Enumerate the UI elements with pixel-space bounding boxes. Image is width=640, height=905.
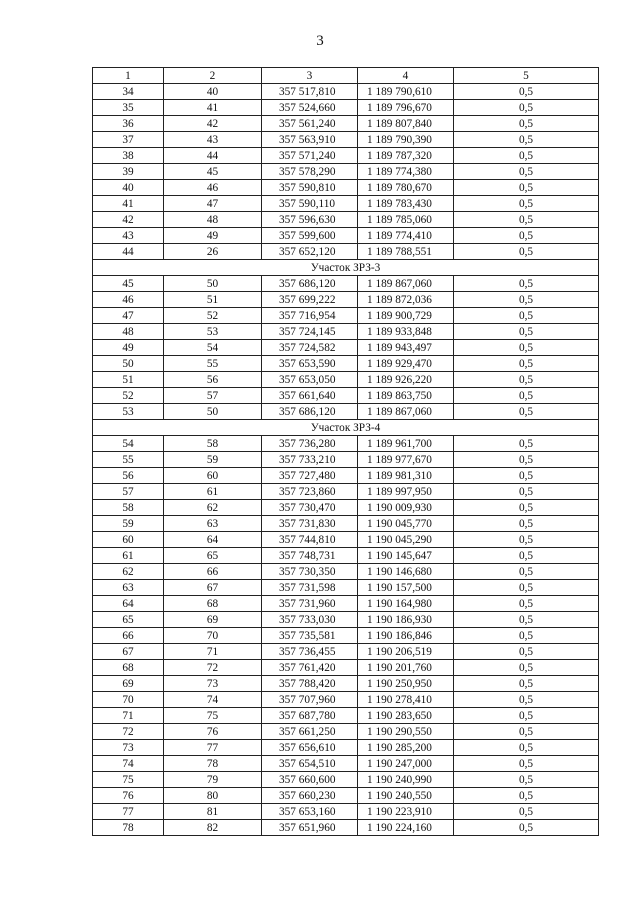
table-row — [93, 548, 599, 564]
point-index-cell: 69 — [93, 676, 164, 692]
point-index-cell: 60 — [93, 532, 164, 548]
section-title-row — [93, 420, 599, 436]
accuracy-cell: 0,5 — [454, 164, 599, 180]
table-row — [93, 532, 599, 548]
x-coordinate-cell: 357 578,290 — [262, 164, 358, 180]
header-cell: 4 — [358, 68, 454, 84]
x-coordinate-cell: 357 731,598 — [262, 580, 358, 596]
point-number-cell: 64 — [164, 532, 262, 548]
point-number-cell: 65 — [164, 548, 262, 564]
y-coordinate-cell: 1 190 247,000 — [358, 756, 454, 772]
point-index-cell: 67 — [93, 644, 164, 660]
table-row — [93, 772, 599, 788]
y-coordinate-cell: 1 189 933,848 — [358, 324, 454, 340]
point-number-cell: 55 — [164, 356, 262, 372]
point-index-cell: 73 — [93, 740, 164, 756]
point-number-cell: 72 — [164, 660, 262, 676]
y-coordinate-cell: 1 189 783,430 — [358, 196, 454, 212]
table-row — [93, 724, 599, 740]
table-row — [93, 676, 599, 692]
point-index-cell: 62 — [93, 564, 164, 580]
point-number-cell: 79 — [164, 772, 262, 788]
accuracy-cell: 0,5 — [454, 196, 599, 212]
table-row — [93, 820, 599, 836]
x-coordinate-cell: 357 723,860 — [262, 484, 358, 500]
x-coordinate-cell: 357 599,600 — [262, 228, 358, 244]
table-row — [93, 596, 599, 612]
x-coordinate-cell: 357 660,600 — [262, 772, 358, 788]
coordinates-table — [92, 67, 599, 836]
point-index-cell: 38 — [93, 148, 164, 164]
x-coordinate-cell: 357 654,510 — [262, 756, 358, 772]
accuracy-cell: 0,5 — [454, 212, 599, 228]
accuracy-cell: 0,5 — [454, 692, 599, 708]
point-number-cell: 40 — [164, 84, 262, 100]
x-coordinate-cell: 357 686,120 — [262, 276, 358, 292]
section-title: Участок ЗРЗ-3 — [93, 260, 599, 276]
page-number: 3 — [316, 33, 324, 49]
point-number-cell: 47 — [164, 196, 262, 212]
table-row — [93, 388, 599, 404]
y-coordinate-cell: 1 189 872,036 — [358, 292, 454, 308]
point-index-cell: 55 — [93, 452, 164, 468]
table-row — [93, 84, 599, 100]
point-number-cell: 62 — [164, 500, 262, 516]
x-coordinate-cell: 357 733,030 — [262, 612, 358, 628]
accuracy-cell: 0,5 — [454, 532, 599, 548]
y-coordinate-cell: 1 190 283,650 — [358, 708, 454, 724]
point-number-cell: 49 — [164, 228, 262, 244]
x-coordinate-cell: 357 561,240 — [262, 116, 358, 132]
accuracy-cell: 0,5 — [454, 804, 599, 820]
x-coordinate-cell: 357 736,280 — [262, 436, 358, 452]
point-index-cell: 41 — [93, 196, 164, 212]
point-index-cell: 75 — [93, 772, 164, 788]
accuracy-cell: 0,5 — [454, 340, 599, 356]
point-number-cell: 73 — [164, 676, 262, 692]
accuracy-cell: 0,5 — [454, 148, 599, 164]
point-index-cell: 34 — [93, 84, 164, 100]
point-number-cell: 81 — [164, 804, 262, 820]
point-number-cell: 66 — [164, 564, 262, 580]
point-index-cell: 58 — [93, 500, 164, 516]
x-coordinate-cell: 357 660,230 — [262, 788, 358, 804]
table-row — [93, 100, 599, 116]
point-number-cell: 56 — [164, 372, 262, 388]
point-number-cell: 51 — [164, 292, 262, 308]
accuracy-cell: 0,5 — [454, 644, 599, 660]
accuracy-cell: 0,5 — [454, 756, 599, 772]
y-coordinate-cell: 1 190 290,550 — [358, 724, 454, 740]
point-number-cell: 82 — [164, 820, 262, 836]
accuracy-cell: 0,5 — [454, 404, 599, 420]
point-index-cell: 39 — [93, 164, 164, 180]
header-cell: 5 — [454, 68, 599, 84]
accuracy-cell: 0,5 — [454, 452, 599, 468]
y-coordinate-cell: 1 189 785,060 — [358, 212, 454, 228]
x-coordinate-cell: 357 651,960 — [262, 820, 358, 836]
point-index-cell: 61 — [93, 548, 164, 564]
point-number-cell: 68 — [164, 596, 262, 612]
accuracy-cell: 0,5 — [454, 564, 599, 580]
accuracy-cell: 0,5 — [454, 244, 599, 260]
point-index-cell: 76 — [93, 788, 164, 804]
x-coordinate-cell: 357 735,581 — [262, 628, 358, 644]
point-index-cell: 70 — [93, 692, 164, 708]
point-number-cell: 58 — [164, 436, 262, 452]
x-coordinate-cell: 357 590,110 — [262, 196, 358, 212]
x-coordinate-cell: 357 761,420 — [262, 660, 358, 676]
y-coordinate-cell: 1 190 045,290 — [358, 532, 454, 548]
point-index-cell: 59 — [93, 516, 164, 532]
x-coordinate-cell: 357 748,731 — [262, 548, 358, 564]
point-number-cell: 74 — [164, 692, 262, 708]
y-coordinate-cell: 1 189 997,950 — [358, 484, 454, 500]
accuracy-cell: 0,5 — [454, 484, 599, 500]
point-number-cell: 52 — [164, 308, 262, 324]
point-index-cell: 53 — [93, 404, 164, 420]
accuracy-cell: 0,5 — [454, 84, 599, 100]
point-index-cell: 68 — [93, 660, 164, 676]
accuracy-cell: 0,5 — [454, 820, 599, 836]
y-coordinate-cell: 1 189 863,750 — [358, 388, 454, 404]
table-row — [93, 692, 599, 708]
accuracy-cell: 0,5 — [454, 500, 599, 516]
point-index-cell: 44 — [93, 244, 164, 260]
point-number-cell: 80 — [164, 788, 262, 804]
point-index-cell: 37 — [93, 132, 164, 148]
point-index-cell: 48 — [93, 324, 164, 340]
y-coordinate-cell: 1 190 009,930 — [358, 500, 454, 516]
point-number-cell: 44 — [164, 148, 262, 164]
table-row — [93, 644, 599, 660]
section-title-row — [93, 260, 599, 276]
table-row — [93, 708, 599, 724]
x-coordinate-cell: 357 724,145 — [262, 324, 358, 340]
table-row — [93, 132, 599, 148]
x-coordinate-cell: 357 731,960 — [262, 596, 358, 612]
accuracy-cell: 0,5 — [454, 740, 599, 756]
y-coordinate-cell: 1 189 867,060 — [358, 276, 454, 292]
point-index-cell: 78 — [93, 820, 164, 836]
table-row — [93, 564, 599, 580]
y-coordinate-cell: 1 190 145,647 — [358, 548, 454, 564]
accuracy-cell: 0,5 — [454, 628, 599, 644]
table-row — [93, 500, 599, 516]
point-number-cell: 50 — [164, 276, 262, 292]
y-coordinate-cell: 1 189 900,729 — [358, 308, 454, 324]
y-coordinate-cell: 1 190 278,410 — [358, 692, 454, 708]
point-number-cell: 57 — [164, 388, 262, 404]
y-coordinate-cell: 1 190 186,846 — [358, 628, 454, 644]
point-number-cell: 63 — [164, 516, 262, 532]
point-index-cell: 52 — [93, 388, 164, 404]
y-coordinate-cell: 1 190 223,910 — [358, 804, 454, 820]
x-coordinate-cell: 357 736,455 — [262, 644, 358, 660]
y-coordinate-cell: 1 189 774,410 — [358, 228, 454, 244]
point-index-cell: 45 — [93, 276, 164, 292]
x-coordinate-cell: 357 731,830 — [262, 516, 358, 532]
y-coordinate-cell: 1 189 977,670 — [358, 452, 454, 468]
y-coordinate-cell: 1 189 943,497 — [358, 340, 454, 356]
table-row — [93, 212, 599, 228]
x-coordinate-cell: 357 653,160 — [262, 804, 358, 820]
x-coordinate-cell: 357 724,582 — [262, 340, 358, 356]
accuracy-cell: 0,5 — [454, 724, 599, 740]
accuracy-cell: 0,5 — [454, 436, 599, 452]
point-number-cell: 60 — [164, 468, 262, 484]
table-row — [93, 788, 599, 804]
table-row — [93, 148, 599, 164]
table-row — [93, 756, 599, 772]
accuracy-cell: 0,5 — [454, 372, 599, 388]
y-coordinate-cell: 1 189 807,840 — [358, 116, 454, 132]
accuracy-cell: 0,5 — [454, 772, 599, 788]
y-coordinate-cell: 1 189 780,670 — [358, 180, 454, 196]
accuracy-cell: 0,5 — [454, 100, 599, 116]
x-coordinate-cell: 357 652,120 — [262, 244, 358, 260]
table-row — [93, 116, 599, 132]
point-index-cell: 43 — [93, 228, 164, 244]
table-row — [93, 484, 599, 500]
point-index-cell: 40 — [93, 180, 164, 196]
point-index-cell: 71 — [93, 708, 164, 724]
table-row — [93, 228, 599, 244]
point-number-cell: 70 — [164, 628, 262, 644]
table-row — [93, 340, 599, 356]
accuracy-cell: 0,5 — [454, 788, 599, 804]
y-coordinate-cell: 1 189 929,470 — [358, 356, 454, 372]
x-coordinate-cell: 357 656,610 — [262, 740, 358, 756]
table-row — [93, 324, 599, 340]
point-index-cell: 46 — [93, 292, 164, 308]
section-title: Участок ЗРЗ-4 — [93, 420, 599, 436]
y-coordinate-cell: 1 190 240,550 — [358, 788, 454, 804]
accuracy-cell: 0,5 — [454, 676, 599, 692]
x-coordinate-cell: 357 730,470 — [262, 500, 358, 516]
table-row — [93, 468, 599, 484]
x-coordinate-cell: 357 590,810 — [262, 180, 358, 196]
point-number-cell: 50 — [164, 404, 262, 420]
x-coordinate-cell: 357 563,910 — [262, 132, 358, 148]
y-coordinate-cell: 1 190 157,500 — [358, 580, 454, 596]
x-coordinate-cell: 357 661,250 — [262, 724, 358, 740]
point-number-cell: 48 — [164, 212, 262, 228]
y-coordinate-cell: 1 189 790,610 — [358, 84, 454, 100]
header-cell: 1 — [93, 68, 164, 84]
y-coordinate-cell: 1 190 206,519 — [358, 644, 454, 660]
y-coordinate-cell: 1 190 186,930 — [358, 612, 454, 628]
point-index-cell: 49 — [93, 340, 164, 356]
point-number-cell: 71 — [164, 644, 262, 660]
y-coordinate-cell: 1 189 788,551 — [358, 244, 454, 260]
y-coordinate-cell: 1 189 790,390 — [358, 132, 454, 148]
table-row — [93, 436, 599, 452]
table-row — [93, 580, 599, 596]
table-header-row — [93, 68, 599, 84]
accuracy-cell: 0,5 — [454, 708, 599, 724]
y-coordinate-cell: 1 190 224,160 — [358, 820, 454, 836]
table-row — [93, 516, 599, 532]
point-number-cell: 42 — [164, 116, 262, 132]
point-index-cell: 63 — [93, 580, 164, 596]
x-coordinate-cell: 357 653,050 — [262, 372, 358, 388]
table-row — [93, 612, 599, 628]
point-number-cell: 46 — [164, 180, 262, 196]
point-number-cell: 67 — [164, 580, 262, 596]
table-row — [93, 660, 599, 676]
point-number-cell: 53 — [164, 324, 262, 340]
point-index-cell: 74 — [93, 756, 164, 772]
y-coordinate-cell: 1 189 787,320 — [358, 148, 454, 164]
point-number-cell: 78 — [164, 756, 262, 772]
x-coordinate-cell: 357 788,420 — [262, 676, 358, 692]
table-row — [93, 308, 599, 324]
table-row — [93, 740, 599, 756]
point-number-cell: 54 — [164, 340, 262, 356]
y-coordinate-cell: 1 189 867,060 — [358, 404, 454, 420]
point-index-cell: 66 — [93, 628, 164, 644]
x-coordinate-cell: 357 596,630 — [262, 212, 358, 228]
point-number-cell: 45 — [164, 164, 262, 180]
table-row — [93, 180, 599, 196]
accuracy-cell: 0,5 — [454, 596, 599, 612]
x-coordinate-cell: 357 733,210 — [262, 452, 358, 468]
point-number-cell: 76 — [164, 724, 262, 740]
point-number-cell: 41 — [164, 100, 262, 116]
header-cell: 2 — [164, 68, 262, 84]
point-number-cell: 59 — [164, 452, 262, 468]
accuracy-cell: 0,5 — [454, 132, 599, 148]
point-index-cell: 47 — [93, 308, 164, 324]
accuracy-cell: 0,5 — [454, 356, 599, 372]
x-coordinate-cell: 357 524,660 — [262, 100, 358, 116]
accuracy-cell: 0,5 — [454, 388, 599, 404]
x-coordinate-cell: 357 653,590 — [262, 356, 358, 372]
point-index-cell: 50 — [93, 356, 164, 372]
point-number-cell: 61 — [164, 484, 262, 500]
accuracy-cell: 0,5 — [454, 660, 599, 676]
accuracy-cell: 0,5 — [454, 276, 599, 292]
table-row — [93, 276, 599, 292]
y-coordinate-cell: 1 190 164,980 — [358, 596, 454, 612]
accuracy-cell: 0,5 — [454, 612, 599, 628]
table-row — [93, 292, 599, 308]
table-row — [93, 804, 599, 820]
point-index-cell: 64 — [93, 596, 164, 612]
table-row — [93, 372, 599, 388]
point-index-cell: 57 — [93, 484, 164, 500]
point-index-cell: 42 — [93, 212, 164, 228]
y-coordinate-cell: 1 189 981,310 — [358, 468, 454, 484]
y-coordinate-cell: 1 189 796,670 — [358, 100, 454, 116]
accuracy-cell: 0,5 — [454, 116, 599, 132]
y-coordinate-cell: 1 190 285,200 — [358, 740, 454, 756]
accuracy-cell: 0,5 — [454, 468, 599, 484]
x-coordinate-cell: 357 661,640 — [262, 388, 358, 404]
accuracy-cell: 0,5 — [454, 516, 599, 532]
x-coordinate-cell: 357 687,780 — [262, 708, 358, 724]
accuracy-cell: 0,5 — [454, 324, 599, 340]
accuracy-cell: 0,5 — [454, 308, 599, 324]
x-coordinate-cell: 357 716,954 — [262, 308, 358, 324]
table-row — [93, 164, 599, 180]
accuracy-cell: 0,5 — [454, 228, 599, 244]
point-index-cell: 65 — [93, 612, 164, 628]
point-index-cell: 56 — [93, 468, 164, 484]
x-coordinate-cell: 357 699,222 — [262, 292, 358, 308]
y-coordinate-cell: 1 190 146,680 — [358, 564, 454, 580]
point-number-cell: 77 — [164, 740, 262, 756]
point-number-cell: 43 — [164, 132, 262, 148]
x-coordinate-cell: 357 707,960 — [262, 692, 358, 708]
x-coordinate-cell: 357 727,480 — [262, 468, 358, 484]
point-index-cell: 36 — [93, 116, 164, 132]
table-row — [93, 356, 599, 372]
y-coordinate-cell: 1 190 201,760 — [358, 660, 454, 676]
y-coordinate-cell: 1 189 961,700 — [358, 436, 454, 452]
y-coordinate-cell: 1 189 926,220 — [358, 372, 454, 388]
point-index-cell: 51 — [93, 372, 164, 388]
table-row — [93, 244, 599, 260]
table-row — [93, 628, 599, 644]
table-row — [93, 196, 599, 212]
point-index-cell: 77 — [93, 804, 164, 820]
x-coordinate-cell: 357 744,810 — [262, 532, 358, 548]
x-coordinate-cell: 357 730,350 — [262, 564, 358, 580]
accuracy-cell: 0,5 — [454, 548, 599, 564]
accuracy-cell: 0,5 — [454, 180, 599, 196]
y-coordinate-cell: 1 190 250,950 — [358, 676, 454, 692]
point-number-cell: 75 — [164, 708, 262, 724]
x-coordinate-cell: 357 517,810 — [262, 84, 358, 100]
point-index-cell: 54 — [93, 436, 164, 452]
table-row — [93, 404, 599, 420]
accuracy-cell: 0,5 — [454, 580, 599, 596]
point-index-cell: 35 — [93, 100, 164, 116]
table-row — [93, 452, 599, 468]
y-coordinate-cell: 1 190 240,990 — [358, 772, 454, 788]
point-index-cell: 72 — [93, 724, 164, 740]
x-coordinate-cell: 357 686,120 — [262, 404, 358, 420]
accuracy-cell: 0,5 — [454, 292, 599, 308]
y-coordinate-cell: 1 190 045,770 — [358, 516, 454, 532]
point-number-cell: 69 — [164, 612, 262, 628]
header-cell: 3 — [262, 68, 358, 84]
point-number-cell: 26 — [164, 244, 262, 260]
x-coordinate-cell: 357 571,240 — [262, 148, 358, 164]
y-coordinate-cell: 1 189 774,380 — [358, 164, 454, 180]
